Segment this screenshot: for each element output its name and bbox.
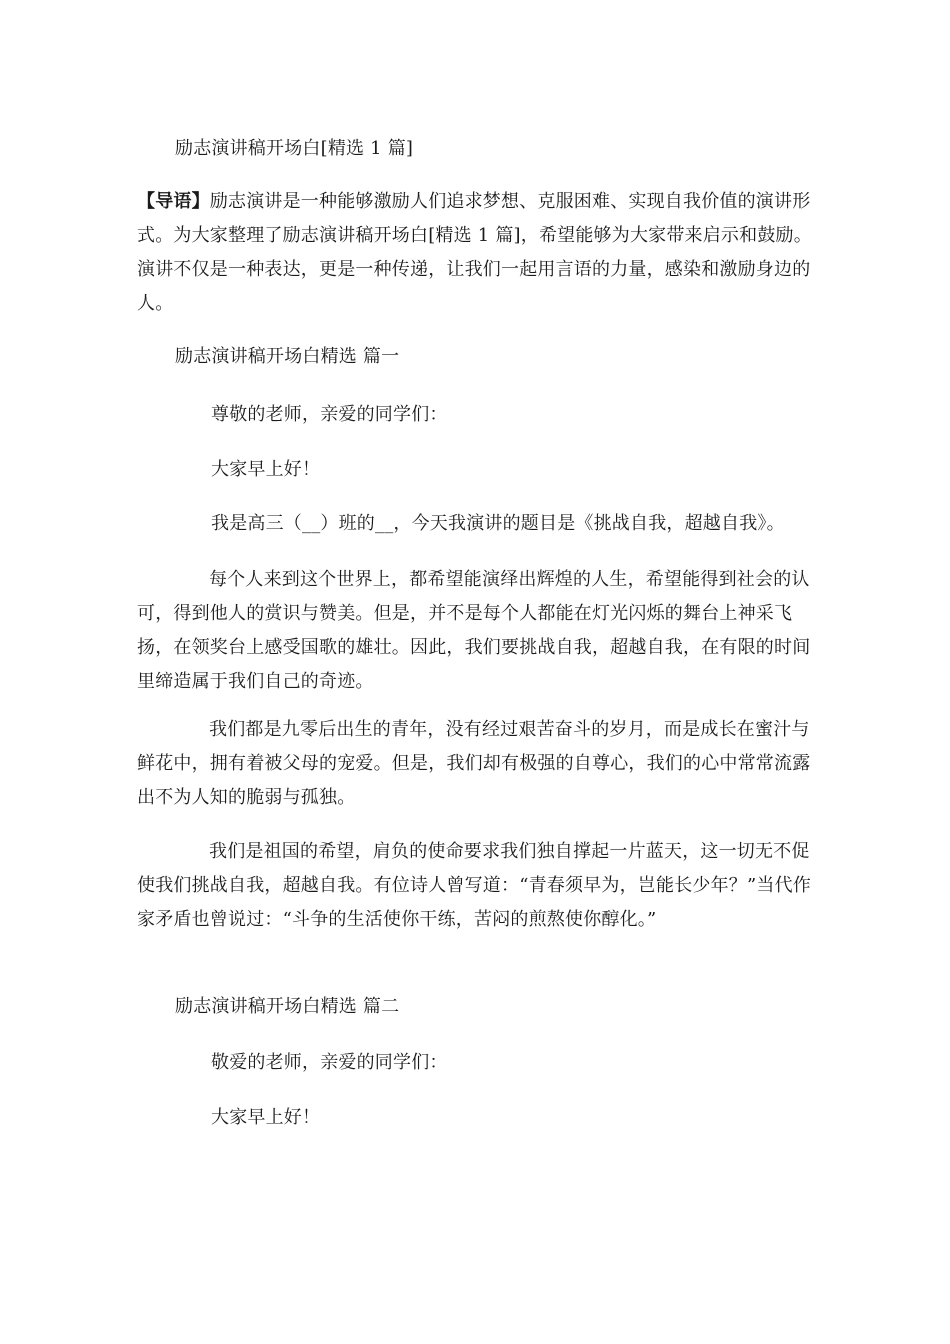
- intro-text: 励志演讲是一种能够激励人们追求梦想、克服困难、实现自我价值的演讲形式。为大家整理了励志演讲稿开场白[精选 1 篇]，希望能够为大家带来启示和鼓励。演讲不仅是一种表达，更是一种传递，让我们一起用言语的力量，感染和激励身边的人。: [137, 191, 812, 314]
- section1-paragraph-2: 我们都是九零后出生的青年，没有经过艰苦奋斗的岁月，而是成长在蜜汁与鲜花中，拥有着被父母的宠爱。但是，我们却有极强的自尊心，我们的心中常常流露出不为人知的脆弱与孤独。: [137, 719, 811, 808]
- section1-self-intro: 我是高三（__）班的__，今天我演讲的题目是《挑战自我，超越自我》。: [211, 513, 785, 534]
- section1-paragraph-1: 每个人来到这个世界上，都希望能演绎出辉煌的人生，希望能得到社会的认可，得到他人的赏识与赞美。但是，并不是每个人都能在灯光闪烁的舞台上神采飞扬，在领奖台上感受国歌的雄壮。因此，我们要挑战自我，超越自我，在有限的时间里缔造属于我们自己的奇迹。: [137, 569, 811, 692]
- section1-paragraph-3: 我们是祖国的希望，肩负的使命要求我们独自撑起一片蓝天，这一切无不促使我们挑战自我，超越自我。有位诗人曾写道：“青春须早为，岂能长少年？”当代作家矛盾也曾说过：“斗争的生活使你干练，苦闷的煎熬使你醇化。”: [137, 841, 812, 930]
- intro-label: 【导语】: [137, 191, 210, 212]
- document-title: 励志演讲稿开场白[精选 1 篇]: [175, 138, 414, 159]
- section1-morning: 大家早上好！: [211, 459, 321, 480]
- section2-greeting: 敬爱的老师，亲爱的同学们：: [211, 1052, 448, 1073]
- section1-greeting: 尊敬的老师，亲爱的同学们：: [211, 404, 448, 425]
- section2-morning: 大家早上好！: [211, 1107, 321, 1128]
- intro-paragraph: [137, 185, 817, 321]
- section2-heading: 励志演讲稿开场白精选 篇二: [175, 996, 400, 1017]
- section1-heading: 励志演讲稿开场白精选 篇一: [175, 346, 400, 367]
